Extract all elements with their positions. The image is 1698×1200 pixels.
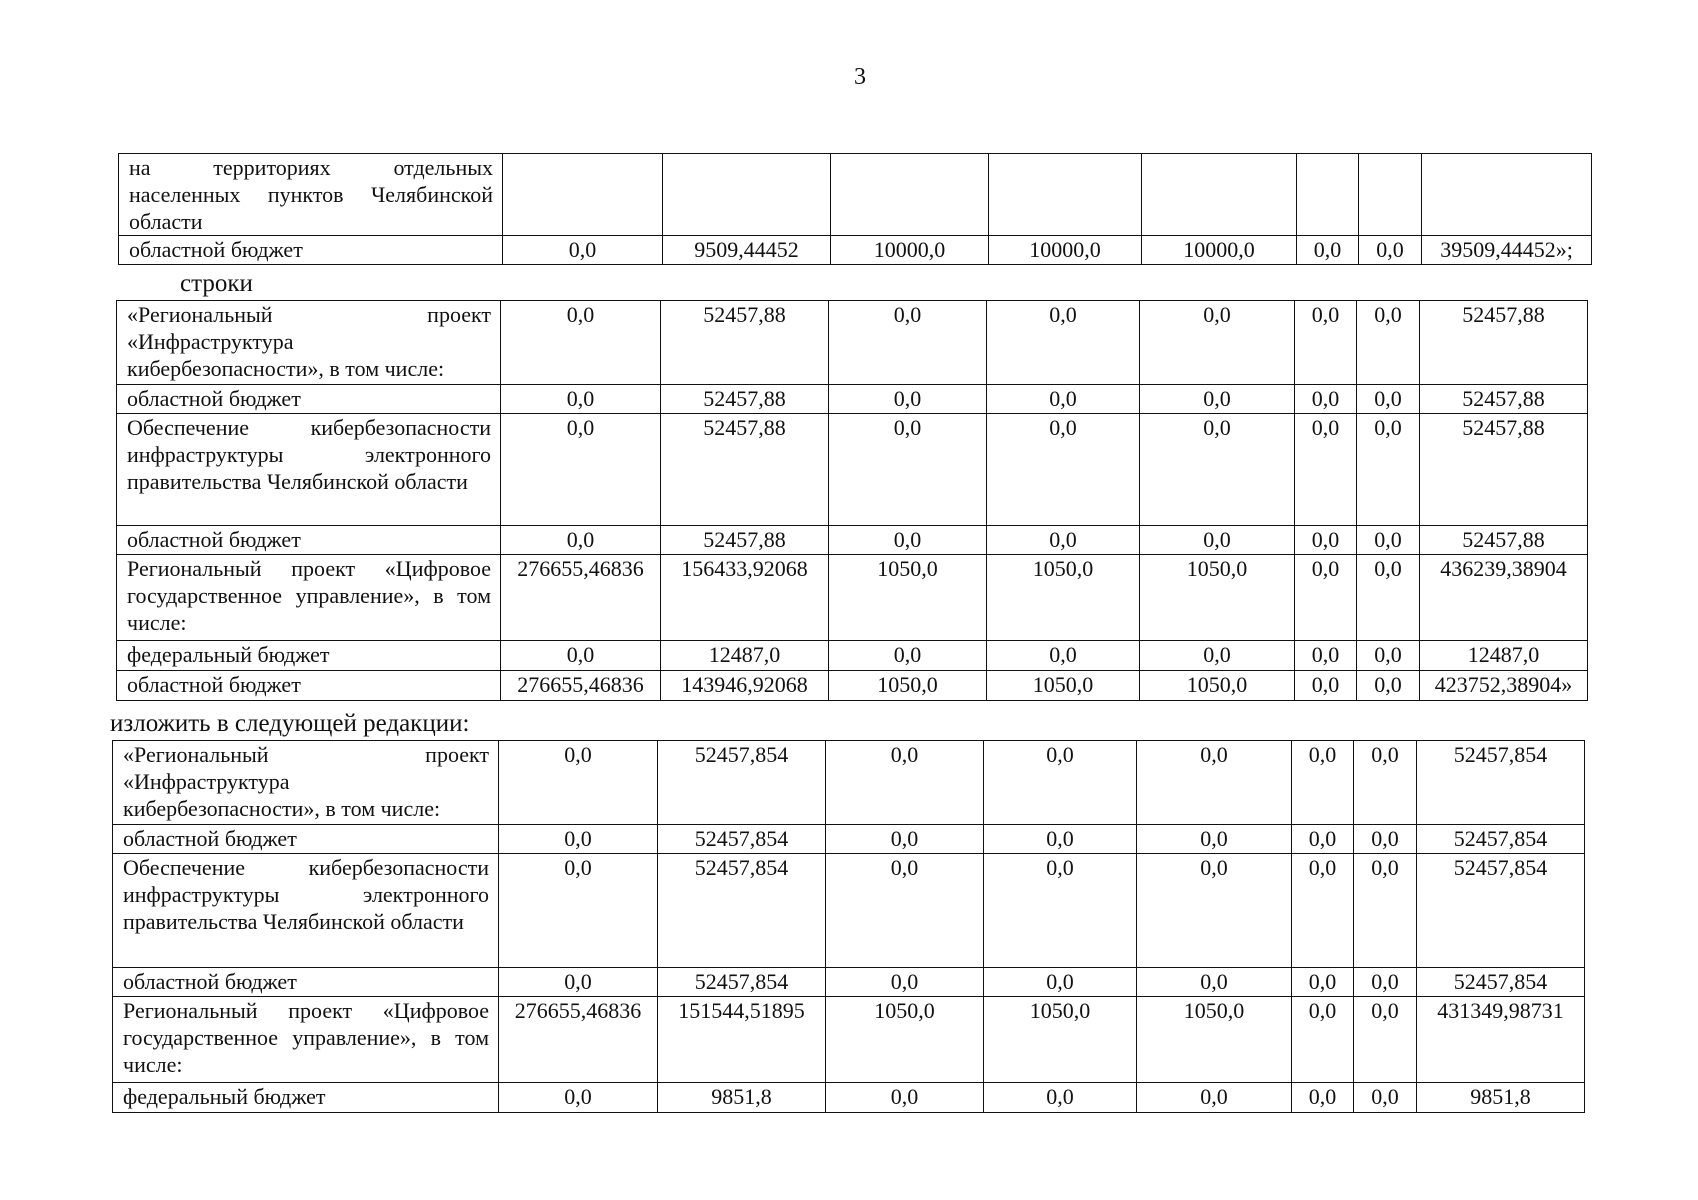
cell-value: 436239,38904 <box>1420 555 1588 641</box>
table-row <box>119 236 1592 265</box>
budget-table-continuation <box>118 153 1592 265</box>
cell-value: 1050,0 <box>829 555 987 641</box>
cell-value: 0,0 <box>1354 854 1417 968</box>
cell-value: 52457,854 <box>1417 854 1585 968</box>
cell-value: 431349,98731 <box>1417 997 1585 1083</box>
cell-value: 0,0 <box>1354 968 1417 997</box>
cell-value: 0,0 <box>1295 414 1357 526</box>
budget-table-old <box>116 300 1588 701</box>
cell-value: 0,0 <box>987 414 1140 526</box>
table-row <box>117 671 1588 701</box>
cell-value: 0,0 <box>499 741 658 825</box>
cell-value: 9509,44452 <box>663 236 831 265</box>
cell-value: 0,0 <box>826 741 984 825</box>
cell-value: 0,0 <box>1292 741 1354 825</box>
cell-value <box>1359 154 1422 236</box>
row-name: федеральный бюджет <box>113 1083 499 1113</box>
row-name: областной бюджет <box>117 671 501 701</box>
cell-value: 1050,0 <box>1137 997 1292 1083</box>
row-name: областной бюджет <box>113 825 499 854</box>
cell-value: 0,0 <box>984 1083 1137 1113</box>
cell-value: 0,0 <box>1295 385 1357 414</box>
cell-value: 1050,0 <box>987 671 1140 701</box>
cell-value: 0,0 <box>1357 671 1420 701</box>
cell-value: 0,0 <box>1297 236 1359 265</box>
cell-value: 0,0 <box>987 385 1140 414</box>
cell-value: 52457,88 <box>661 301 829 385</box>
cell-value: 0,0 <box>826 1083 984 1113</box>
cell-value: 0,0 <box>499 825 658 854</box>
table-row <box>113 741 1585 825</box>
cell-value: 12487,0 <box>661 641 829 671</box>
cell-value <box>1422 154 1592 236</box>
cell-value: 0,0 <box>984 741 1137 825</box>
cell-value: 52457,88 <box>1420 414 1588 526</box>
caption-new-edition: изложить в следующей редакции: <box>110 710 470 737</box>
cell-value: 0,0 <box>501 301 661 385</box>
cell-value: 0,0 <box>499 854 658 968</box>
row-name: «Региональный проект «Инфраструктура кибербезопасности», в том числе: <box>117 301 501 385</box>
cell-value: 276655,46836 <box>501 555 661 641</box>
cell-value: 52457,854 <box>658 968 826 997</box>
cell-value: 0,0 <box>1140 385 1295 414</box>
cell-value: 10000,0 <box>989 236 1142 265</box>
cell-value <box>663 154 831 236</box>
cell-value: 0,0 <box>1357 526 1420 555</box>
cell-value: 151544,51895 <box>658 997 826 1083</box>
cell-value: 0,0 <box>1292 968 1354 997</box>
cell-value: 52457,854 <box>658 741 826 825</box>
cell-value: 0,0 <box>1140 641 1295 671</box>
cell-value: 0,0 <box>826 968 984 997</box>
row-name: Региональный проект «Цифровое государственное управление», в том числе: <box>113 997 499 1083</box>
table-row <box>117 385 1588 414</box>
cell-value: 52457,88 <box>1420 385 1588 414</box>
row-name: «Региональный проект «Инфраструктура кибербезопасности», в том числе: <box>113 741 499 825</box>
cell-value: 0,0 <box>1137 825 1292 854</box>
cell-value: 52457,88 <box>661 385 829 414</box>
caption-lines: строки <box>180 270 253 297</box>
cell-value: 0,0 <box>503 236 663 265</box>
table-row <box>117 301 1588 385</box>
cell-value: 0,0 <box>1354 825 1417 854</box>
cell-value: 0,0 <box>1295 526 1357 555</box>
cell-value: 0,0 <box>1295 301 1357 385</box>
cell-value: 9851,8 <box>1417 1083 1585 1113</box>
cell-value <box>989 154 1142 236</box>
budget-table-new <box>112 740 1585 1113</box>
cell-value: 0,0 <box>1357 301 1420 385</box>
cell-value <box>1142 154 1297 236</box>
table-row <box>117 555 1588 641</box>
cell-value: 0,0 <box>501 385 661 414</box>
cell-value: 276655,46836 <box>499 997 658 1083</box>
cell-value: 0,0 <box>829 526 987 555</box>
cell-value: 0,0 <box>1137 854 1292 968</box>
row-name: областной бюджет <box>119 236 503 265</box>
cell-value: 0,0 <box>1292 1083 1354 1113</box>
cell-value: 0,0 <box>1292 997 1354 1083</box>
cell-value <box>1297 154 1359 236</box>
cell-value: 0,0 <box>987 526 1140 555</box>
cell-value: 156433,92068 <box>661 555 829 641</box>
cell-value: 52457,854 <box>1417 825 1585 854</box>
table-row <box>117 526 1588 555</box>
cell-value: 0,0 <box>984 968 1137 997</box>
row-name: Обеспечение кибербезопасности инфраструктуры электронного правительства Челябинской области <box>113 854 499 968</box>
cell-value: 0,0 <box>1357 641 1420 671</box>
cell-value: 0,0 <box>987 301 1140 385</box>
cell-value: 1050,0 <box>984 997 1137 1083</box>
cell-value: 0,0 <box>1357 385 1420 414</box>
cell-value: 0,0 <box>1359 236 1422 265</box>
page-number: 3 <box>854 64 866 90</box>
cell-value: 0,0 <box>1140 526 1295 555</box>
cell-value: 0,0 <box>1292 825 1354 854</box>
row-name: областной бюджет <box>113 968 499 997</box>
table-row <box>113 968 1585 997</box>
cell-value: 276655,46836 <box>501 671 661 701</box>
row-name: Региональный проект «Цифровое государственное управление», в том числе: <box>117 555 501 641</box>
cell-value: 0,0 <box>1354 741 1417 825</box>
cell-value: 10000,0 <box>1142 236 1297 265</box>
cell-value: 0,0 <box>1357 555 1420 641</box>
cell-value: 1050,0 <box>1140 671 1295 701</box>
cell-value: 0,0 <box>499 968 658 997</box>
cell-value: 0,0 <box>829 641 987 671</box>
cell-value: 39509,44452»; <box>1422 236 1592 265</box>
cell-value: 0,0 <box>984 825 1137 854</box>
cell-value: 52457,88 <box>1420 301 1588 385</box>
table-row <box>113 825 1585 854</box>
row-name: Обеспечение кибербезопасности инфраструктуры электронного правительства Челябинской области <box>117 414 501 526</box>
cell-value: 0,0 <box>1295 555 1357 641</box>
row-name: федеральный бюджет <box>117 641 501 671</box>
cell-value: 0,0 <box>1140 414 1295 526</box>
cell-value: 0,0 <box>1137 968 1292 997</box>
cell-value: 0,0 <box>501 414 661 526</box>
row-name: областной бюджет <box>117 526 501 555</box>
cell-value: 0,0 <box>984 854 1137 968</box>
row-name: областной бюджет <box>117 385 501 414</box>
cell-value: 0,0 <box>1140 301 1295 385</box>
cell-value: 1050,0 <box>987 555 1140 641</box>
cell-value: 423752,38904» <box>1420 671 1588 701</box>
cell-value: 0,0 <box>1295 671 1357 701</box>
cell-value: 52457,88 <box>1420 526 1588 555</box>
cell-value: 0,0 <box>501 526 661 555</box>
table-row <box>119 154 1592 236</box>
cell-value: 0,0 <box>1137 1083 1292 1113</box>
cell-value: 0,0 <box>499 1083 658 1113</box>
cell-value: 0,0 <box>829 301 987 385</box>
cell-value: 0,0 <box>1295 641 1357 671</box>
cell-value: 0,0 <box>1354 1083 1417 1113</box>
table-row <box>113 997 1585 1083</box>
cell-value: 0,0 <box>1292 854 1354 968</box>
cell-value: 0,0 <box>829 385 987 414</box>
cell-value: 0,0 <box>826 825 984 854</box>
cell-value: 52457,88 <box>661 414 829 526</box>
cell-value: 0,0 <box>987 641 1140 671</box>
cell-value: 52457,88 <box>661 526 829 555</box>
cell-value: 1050,0 <box>829 671 987 701</box>
cell-value: 12487,0 <box>1420 641 1588 671</box>
cell-value: 9851,8 <box>658 1083 826 1113</box>
cell-value: 143946,92068 <box>661 671 829 701</box>
cell-value: 0,0 <box>501 641 661 671</box>
cell-value: 52457,854 <box>658 825 826 854</box>
table-row <box>117 641 1588 671</box>
cell-value: 0,0 <box>826 854 984 968</box>
cell-value: 0,0 <box>1354 997 1417 1083</box>
cell-value: 0,0 <box>1137 741 1292 825</box>
cell-value <box>831 154 989 236</box>
cell-value: 0,0 <box>829 414 987 526</box>
cell-value: 10000,0 <box>831 236 989 265</box>
table-row <box>113 854 1585 968</box>
table-row <box>117 414 1588 526</box>
cell-value: 1050,0 <box>826 997 984 1083</box>
cell-value: 1050,0 <box>1140 555 1295 641</box>
cell-value: 52457,854 <box>1417 741 1585 825</box>
cell-value: 52457,854 <box>658 854 826 968</box>
cell-value <box>503 154 663 236</box>
cell-value: 0,0 <box>1357 414 1420 526</box>
row-name: на территориях отдельных населенных пунктов Челябинской области <box>119 154 503 236</box>
cell-value: 52457,854 <box>1417 968 1585 997</box>
table-row <box>113 1083 1585 1113</box>
